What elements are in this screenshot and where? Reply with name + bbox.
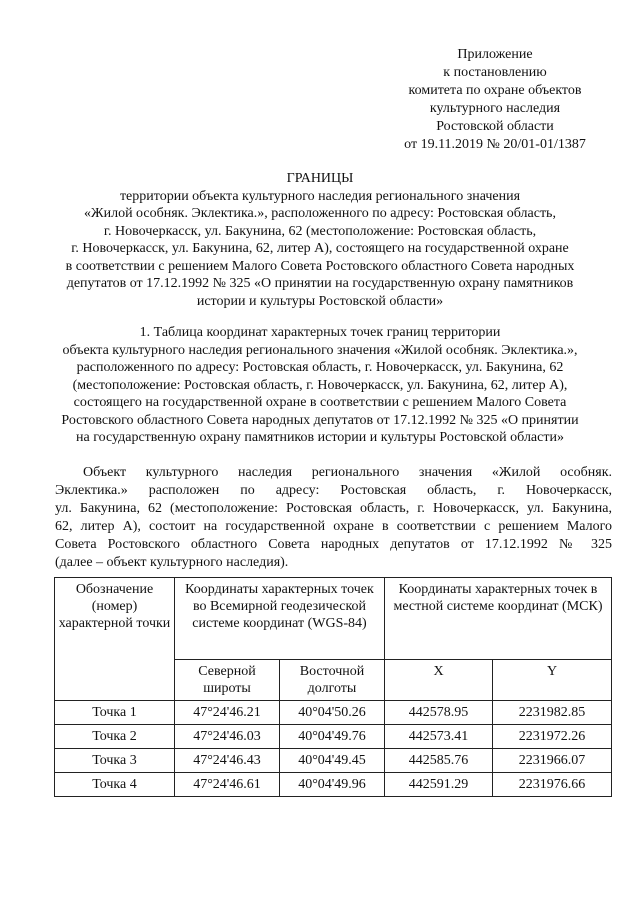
appendix-line: культурного наследия xyxy=(429,101,561,116)
title-line: «Жилой особняк. Эклектика.», расположенного по адресу: Ростовская область, xyxy=(84,206,556,221)
paragraph-line: Совета Ростовского областного Совета народных депутатов от 17.12.1992 № 325 xyxy=(55,537,612,552)
cell-longitude: 40°04'50.26 xyxy=(280,701,385,725)
title-line: истории и культуры Ростовской области» xyxy=(196,293,444,309)
header-y: Y xyxy=(493,660,612,701)
appendix-line: Ростовской области xyxy=(436,119,554,134)
paragraph-line: (далее – объект культурного наследия). xyxy=(55,555,289,570)
cell-point: Точка 4 xyxy=(55,773,175,797)
table-row xyxy=(55,749,612,773)
header-wgs84: Координаты характерных точек во Всемирной геодезической системе координат (WGS-84) xyxy=(175,578,385,660)
section-line: объекта культурного наследия регионального значения «Жилой особняк. Эклектика.», xyxy=(62,342,578,358)
header-msk: Координаты характерных точек в местной системе координат (МСК) xyxy=(385,578,612,660)
cell-y: 2231972.26 xyxy=(493,725,612,749)
header-north-latitude: Северной широты xyxy=(175,660,280,701)
paragraph-line: ул. Бакунина, 62 (местоположение: Ростовская область, г. Новочеркасск, ул. Бакунина, xyxy=(55,501,612,516)
coordinates-table xyxy=(54,577,612,797)
cell-y: 2231976.66 xyxy=(493,773,612,797)
appendix-line: комитета по охране объектов xyxy=(408,83,582,98)
cell-point: Точка 3 xyxy=(55,749,175,773)
title-line: г. Новочеркасск, ул. Бакунина, 62, литер А), состоящего на государственной охране xyxy=(71,241,569,256)
cell-latitude: 47°24'46.43 xyxy=(175,749,280,773)
cell-x: 442591.29 xyxy=(385,773,493,797)
section-line: на государственную охрану памятников истории и культуры Ростовской области» xyxy=(76,430,564,445)
cell-longitude: 40°04'49.45 xyxy=(280,749,385,773)
title-line: в соответствии с решением Малого Совета Ростовского областного Совета народных xyxy=(65,258,575,274)
cell-latitude: 47°24'46.21 xyxy=(175,701,280,725)
title-heading: ГРАНИЦЫ xyxy=(286,171,354,186)
section-line: Ростовского областного Совета народных депутатов от 17.12.1992 № 325 «О принятии xyxy=(61,412,579,428)
table-header-row xyxy=(55,578,612,660)
paragraph-line: Объект культурного наследия регионального значения «Жилой особняк. xyxy=(83,465,612,480)
section-line: состоящего на государственной охране в соответствии с решением Малого Совета xyxy=(73,395,567,410)
cell-point: Точка 1 xyxy=(55,701,175,725)
cell-x: 442573.41 xyxy=(385,725,493,749)
table-row xyxy=(55,701,612,725)
header-east-longitude: Восточной долготы xyxy=(280,660,385,701)
cell-longitude: 40°04'49.96 xyxy=(280,773,385,797)
cell-point: Точка 2 xyxy=(55,725,175,749)
cell-longitude: 40°04'49.76 xyxy=(280,725,385,749)
appendix-line: от 19.11.2019 № 20/01-01/1387 xyxy=(404,137,586,152)
header-x: X xyxy=(385,660,493,701)
cell-x: 442585.76 xyxy=(385,749,493,773)
section-heading xyxy=(30,324,610,447)
section-line: (местоположение: Ростовская область, г. Новочеркасск, ул. Бакунина, 62, литер А), xyxy=(72,377,568,393)
table-row xyxy=(55,725,612,749)
table-row xyxy=(55,773,612,797)
title-line: территории объекта культурного наследия регионального значения xyxy=(119,188,521,204)
body-paragraph xyxy=(55,464,612,572)
appendix-line: к постановлению xyxy=(443,65,547,80)
document-title xyxy=(30,170,610,310)
cell-latitude: 47°24'46.03 xyxy=(175,725,280,749)
section-line: 1. Таблица координат характерных точек границ территории xyxy=(139,325,501,340)
section-line: расположенного по адресу: Ростовская область, г. Новочеркасск, ул. Бакунина, 62 xyxy=(76,360,564,375)
cell-latitude: 47°24'46.61 xyxy=(175,773,280,797)
title-line: депутатов от 17.12.1992 № 325 «О принятии на государственную охрану памятников xyxy=(66,276,574,291)
paragraph-line: Эклектика.» расположен по адресу: Ростовская область, г. Новочеркасск, xyxy=(55,483,612,498)
cell-x: 442578.95 xyxy=(385,701,493,725)
header-designation: Обозначение (номер) характерной точки xyxy=(55,578,175,701)
cell-y: 2231982.85 xyxy=(493,701,612,725)
cell-y: 2231966.07 xyxy=(493,749,612,773)
title-line: г. Новочеркасск, ул. Бакунина, 62 (местоположение: Ростовская область, xyxy=(103,223,537,239)
appendix-line: Приложение xyxy=(457,47,533,62)
appendix-header xyxy=(360,46,630,154)
paragraph-line: 62, литер А), состоит на государственной охране в соответствии с решением Малого xyxy=(55,519,612,534)
